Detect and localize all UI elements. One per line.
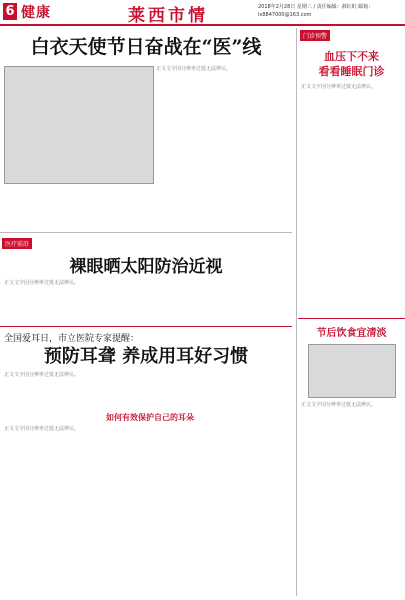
article1-headline: 白衣天使节日奋战在“医”线 <box>30 36 262 58</box>
article1-photo <box>4 66 154 184</box>
article3-body-placeholder: 正文文字因分辨率过低无法辨认。 <box>4 372 80 378</box>
sidebar-bottom-headline: 节后饮食宜清淡 <box>316 328 387 339</box>
article3-subhead: 如何有效保护自己的耳朵 <box>106 413 194 422</box>
paper-name: 莱西市情 <box>128 6 208 26</box>
sidebar-body2-placeholder: 正文文字因分辨率过低无法辨认。 <box>301 402 377 408</box>
sidebar-rule <box>298 318 405 319</box>
page-number-badge: 6 <box>3 3 17 20</box>
sidebar-headline-1: 血压下不来 <box>324 50 379 63</box>
article2-body-placeholder: 正文文字因分辨率过低无法辨认。 <box>4 280 80 286</box>
divider <box>0 232 292 233</box>
sidebar-body-placeholder: 正文文字因分辨率过低无法辨认。 <box>301 84 377 90</box>
article3-kicker: 全国爱耳日，市立医院专家提醒： <box>4 334 140 344</box>
article1-body-placeholder: 正文文字因分辨率过低无法辨认。 <box>156 66 232 72</box>
article2-label: 医疗前沿 <box>2 238 32 249</box>
sidebar-headline-2: 看看睡眠门诊 <box>318 65 385 78</box>
article3-headline: 预防耳聋 养成用耳好习惯 <box>43 346 249 367</box>
section-title: 健康 <box>21 5 51 21</box>
divider <box>0 326 292 327</box>
issue-meta: 2018年2月28日 星期三 / 责任编辑：郝红虹 邮箱：lx8847000@163.com <box>258 4 374 18</box>
sidebar-label: 门诊预警 <box>300 30 330 41</box>
article2-headline: 裸眼晒太阳防治近视 <box>69 257 223 277</box>
sidebar-photo <box>308 344 396 398</box>
sidebar-divider <box>296 28 297 596</box>
article3-body2-placeholder: 正文文字因分辨率过低无法辨认。 <box>4 426 80 432</box>
